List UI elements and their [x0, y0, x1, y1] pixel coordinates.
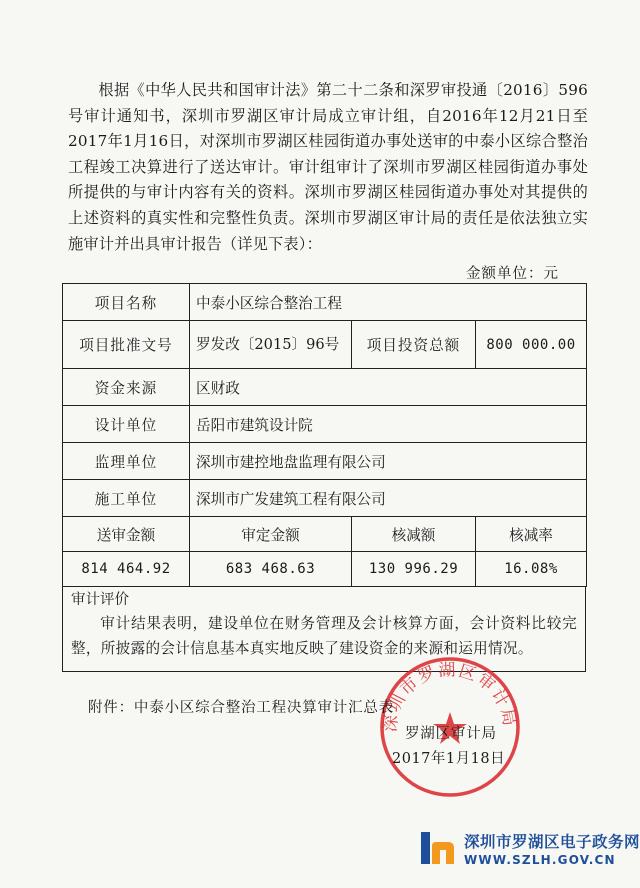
logo-title: 深圳市罗湖区电子政务网 — [464, 832, 640, 851]
table-row — [63, 443, 587, 480]
money-value-row — [63, 552, 587, 587]
intro-paragraph: 根据《中华人民共和国审计法》第二十二条和深罗审投通〔2016〕596号审计通知书，深圳市罗湖区审计局成立审计组，自2016年12月21日至2017年1月16日，对深圳市罗湖区桂园街道办事处送审的中泰小区综合整治工程竣工决算进行了送达审计。审计组审计了深圳市罗湖区桂园街道办事处所提供的与审计内容有关的资料。深圳市罗湖区桂园街道办事处对其提供的上述资料的真实性和完整性负责。深圳市罗湖区审计局的责任是依法独立实施审计并出具审计报告（详见下表）： — [68, 81, 588, 253]
submitted-amount-header: 送审金额 — [63, 517, 190, 552]
fund-source-label: 资金来源 — [63, 369, 190, 406]
project-name-value: 中泰小区综合整治工程 — [190, 284, 587, 321]
design-unit-value: 岳阳市建筑设计院 — [190, 406, 587, 443]
evaluation-body: 审计结果表明，建设单位在财务管理及会计核算方面，会计资料比较完整，所披露的会计信息基本真实地反映了建设资金的来源和运用情况。 — [71, 615, 577, 657]
logo-url: WWW.SZLH.GOV.CN — [464, 852, 616, 867]
reduction-rate-value: 16.08% — [476, 552, 587, 587]
table-row — [63, 480, 587, 517]
evaluation-title: 审计评价 — [71, 592, 129, 608]
reduction-rate-header: 核减率 — [476, 517, 587, 552]
site-logo[interactable] — [418, 828, 640, 868]
lh-logo-icon — [418, 828, 458, 868]
issue-date: 2017年1月18日 — [392, 751, 506, 767]
investment-label: 项目投资总额 — [352, 321, 476, 369]
construction-unit-value: 深圳市广发建筑工程有限公司 — [190, 480, 587, 517]
audit-table — [62, 283, 586, 672]
approval-value: 罗发改〔2015〕96号 — [190, 321, 352, 369]
table-row — [63, 369, 587, 406]
project-name-label: 项目名称 — [63, 284, 190, 321]
supervision-unit-value: 深圳市建控地盘监理有限公司 — [190, 443, 587, 480]
money-header-row — [63, 517, 587, 552]
svg-text:深圳市罗湖区审计局: 深圳市罗湖区审计局 — [380, 660, 520, 734]
construction-unit-label: 施工单位 — [63, 480, 190, 517]
currency-unit-note: 金额单位：元 — [466, 266, 559, 282]
design-unit-label: 设计单位 — [63, 406, 190, 443]
table-row — [63, 406, 587, 443]
investment-value: 800 000.00 — [476, 321, 587, 369]
approved-amount-header: 审定金额 — [190, 517, 352, 552]
fund-source-value: 区财政 — [190, 369, 587, 406]
approved-amount-value: 683 468.63 — [190, 552, 352, 587]
table-row — [63, 284, 587, 321]
submitted-amount-value: 814 464.92 — [63, 552, 190, 587]
reduction-amount-header: 核减额 — [352, 517, 476, 552]
reduction-amount-value: 130 996.29 — [352, 552, 476, 587]
attachment-line: 附件：中泰小区综合整治工程决算审计汇总表 — [88, 700, 394, 716]
approval-label: 项目批准文号 — [63, 321, 190, 369]
supervision-unit-label: 监理单位 — [63, 443, 190, 480]
issuer-name: 罗湖区审计局 — [405, 726, 497, 742]
table-row — [63, 321, 587, 369]
